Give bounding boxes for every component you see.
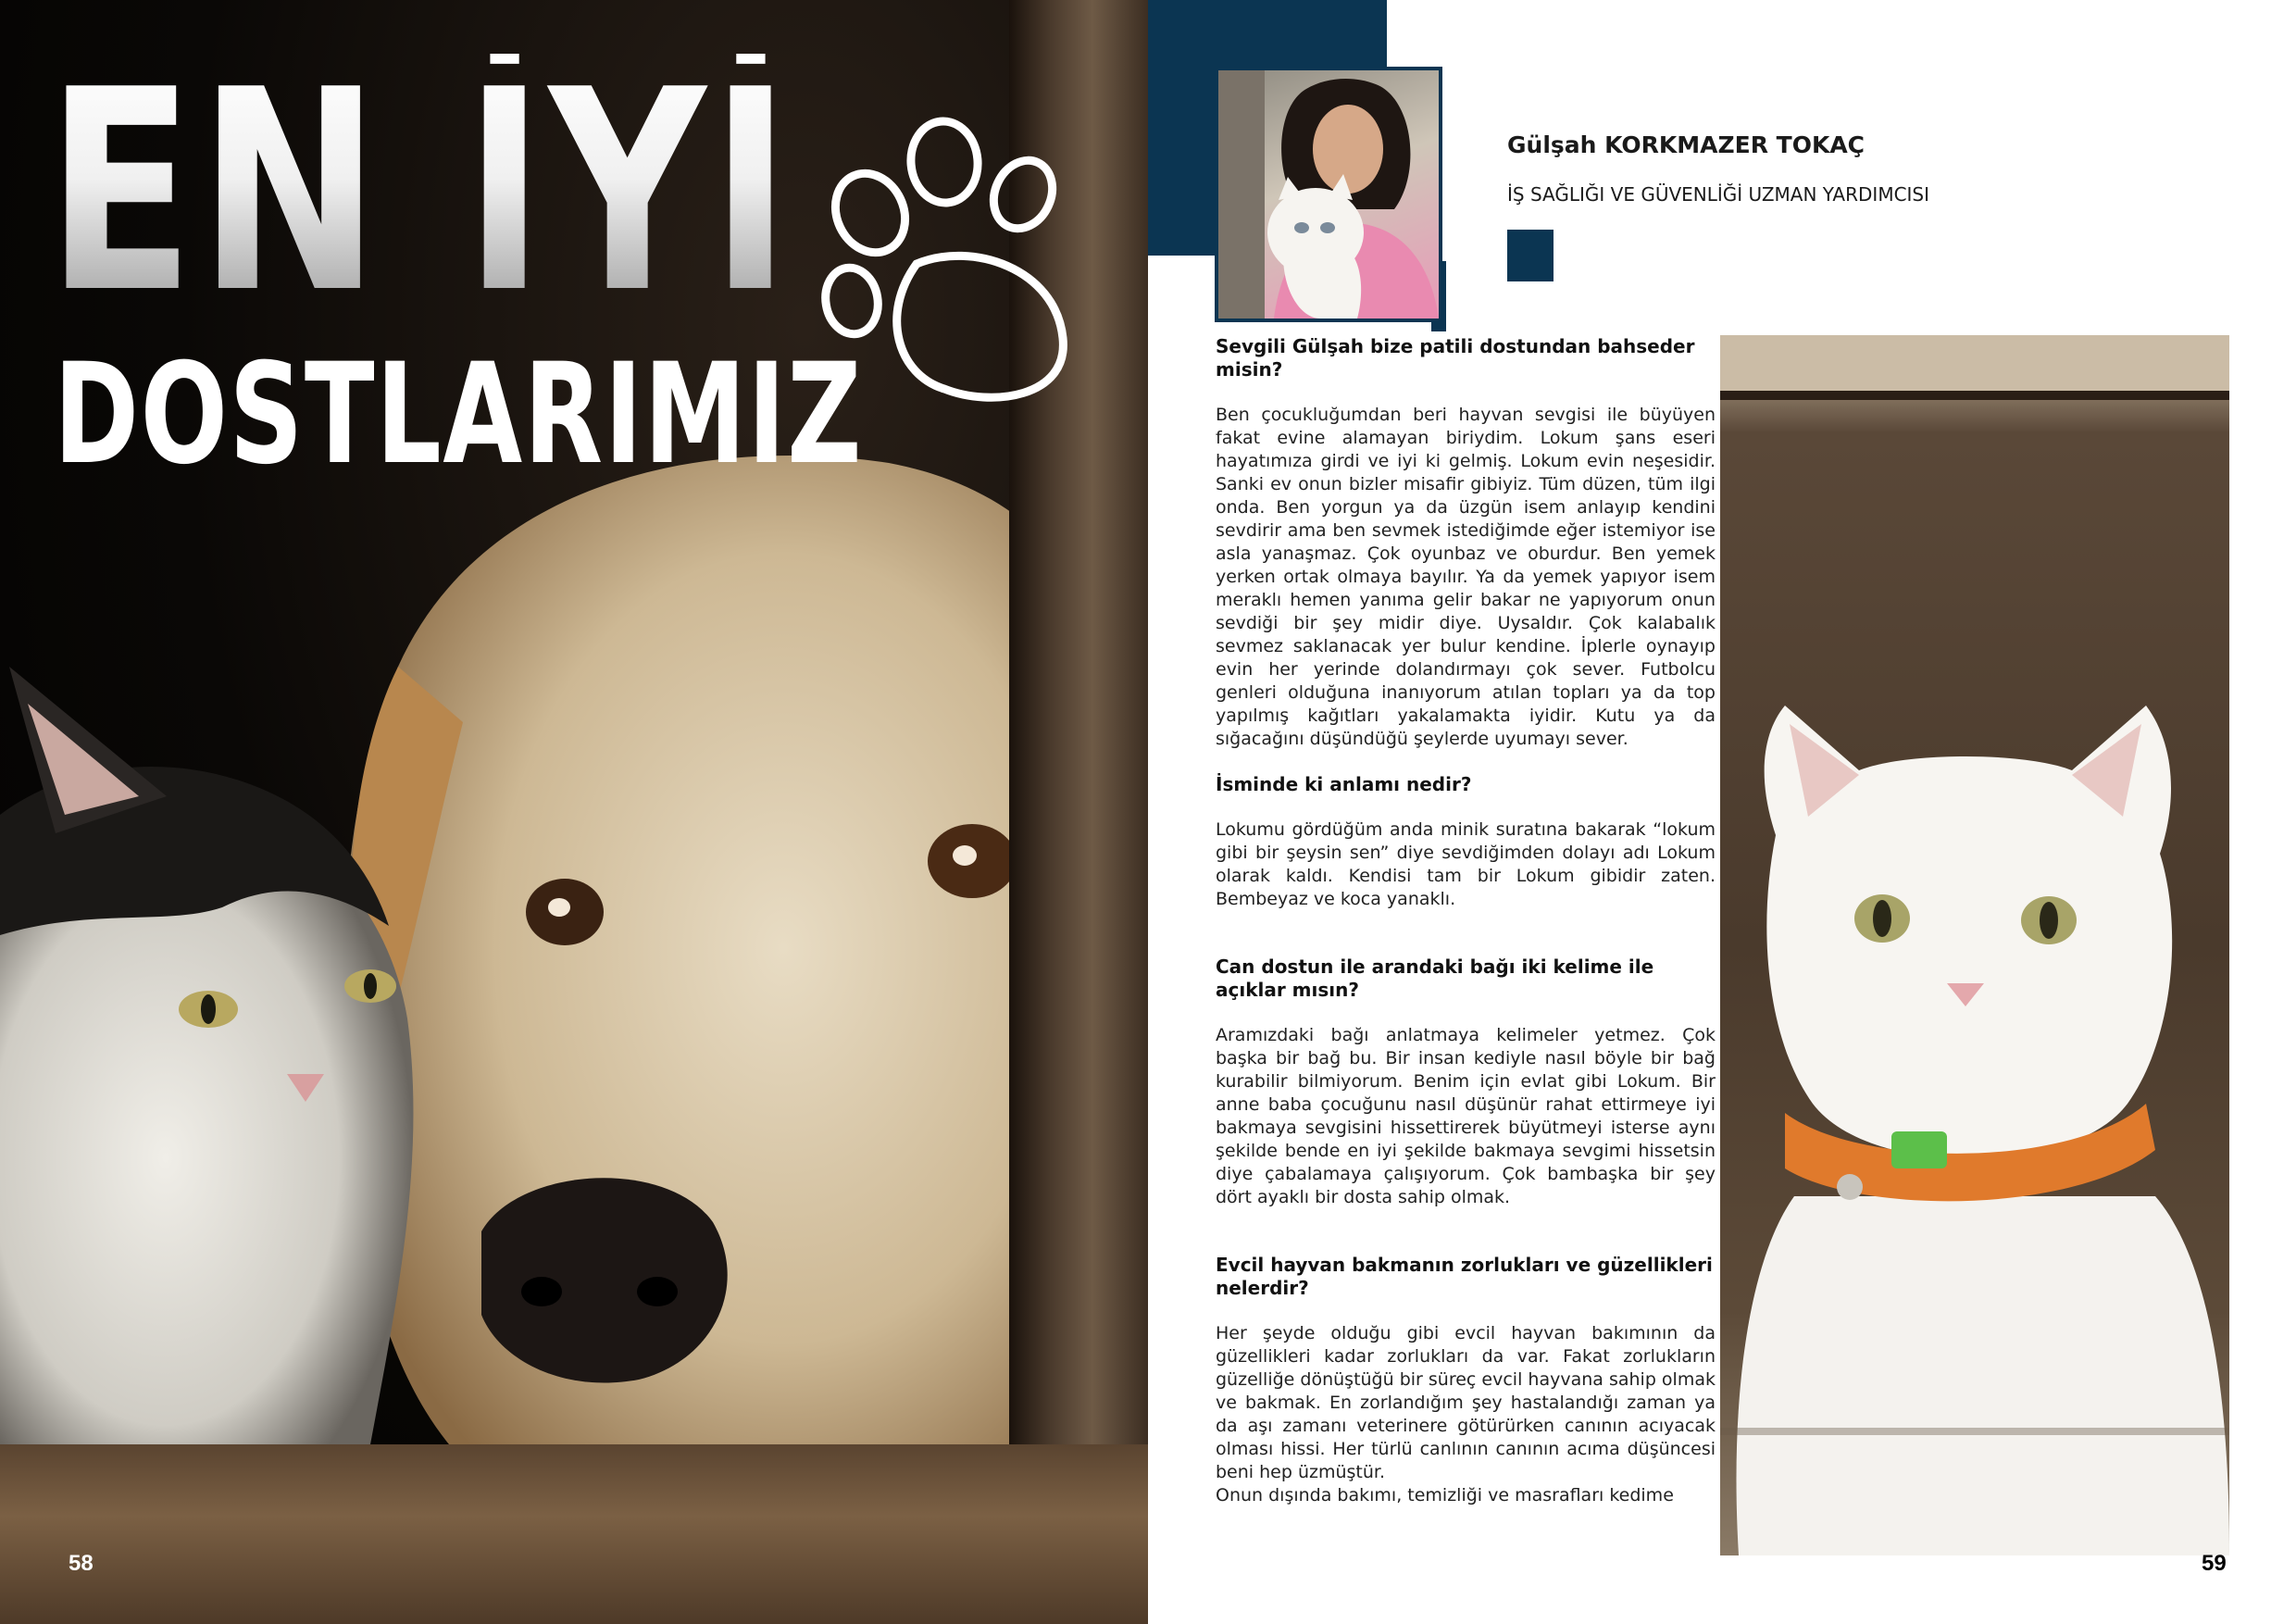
author-name: Gülşah KORKMAZER TOKAÇ xyxy=(1507,131,1866,158)
question-3: Can dostun ile arandaki bağı iki kelime ile açıklar mısın? xyxy=(1216,956,1654,1001)
page-number-left: 58 xyxy=(69,1551,94,1576)
paw-print-icon xyxy=(815,111,1092,407)
wooden-floor xyxy=(0,1444,1148,1624)
title-line-1: EN İYİ xyxy=(46,31,795,354)
page-number-right: 59 xyxy=(2202,1551,2227,1576)
author-portrait xyxy=(1215,67,1442,322)
question-4: Evcil hayvan bakmanın zorlukları ve güzellikleri nelerdir? xyxy=(1216,1254,1713,1299)
white-cat-photo xyxy=(1720,335,2229,1555)
answer-3: Aramızdaki bağı anlatmaya kelimeler yetmez. Çok başka bir bağ bu. Bir insan kediyle nasıl böyle bir bağ kurabilir bilmiyorum. Benim için evlat gibi Lokum. Bir anne baba çocuğunu nasıl düşünür rahat ettirmeye iyi bakmaya sevgisini hissettirerek büyütmeyi isterse aynı şekilde bende en iyi şekilde bakmaya sevgimi hissetsin diye çabalamaya çalışıyorum. Çok bambaşka bir şey dört ayaklı bir dosta sahip olmak. xyxy=(1216,1025,1716,1207)
question-1: Sevgili Gülşah bize patili dostundan bahseder misin? xyxy=(1216,335,1695,381)
answer-1: Ben çocukluğumdan beri hayvan sevgisi ile büyüyen fakat evine alamayan biriydim. Lokum şans eseri hayatımıza girdi ve iyi ki gelmiş. Lokum evin neşesidir. Sanki ev onun bizler misafir gibiyiz. Tüm düzen, tüm ilgi onda. Ben yorgun ya da üzgün isem anlayıp kendini sevdirir ama ben sevmek istediğimde eğer istemiyor ise asla yanaşmaz. Çok oyunbaz ve oburdur. Ben yemek yerken ortak olmaya bayılır. Ya da yemek yapıyor isem meraklı hemen yanıma gelir bakar ne yapıyorum onun sevdiği bir şey midir diye. Uysaldır. Çok kalabalık sevmez saklanacak yer bulur kendine. İplerle oynayıp evin her yerinde dolandırmayı çok sever. Futbolcu genleri olduğuna inanıyorum atılan topları ya da top yapılmış kağıtları yakalamakta iyidir. Kutu ya da sığacağını düşündüğü şeylerde uyumayı sever. xyxy=(1216,405,1716,749)
interview-article xyxy=(1216,335,1716,1507)
accent-square xyxy=(1507,230,1554,281)
answer-4-continuation: Onun dışında bakımı, temizliği ve masrafları kedime xyxy=(1216,1485,1674,1505)
answer-4: Her şeyde olduğu gibi evcil hayvan bakımının da güzellikleri kadar zorlukları da var. Fakat zorlukların güzelliğe dönüştüğü bir süreç evcil hayvana sahip olmak ve bakmak. En zorlandığım şey hastalandığı zaman ya da aşı zamanı veterinere götürürken canının acıyacak olması hissi. Her türlü canlının canının acıma düşüncesi beni hep üzmüştür. xyxy=(1216,1323,1716,1482)
author-role: İŞ SAĞLIĞI VE GÜVENLİĞİ UZMAN YARDIMCISI xyxy=(1507,183,1930,206)
title-line-2: DOSTLARIMIZ xyxy=(54,334,864,495)
answer-2: Lokumu gördüğüm anda minik suratına bakarak “lokum gibi bir şeysin sen” diye sevdiğimden dolayı adı Lokum olarak kaldı. Kendisi tam bir Lokum gibidir zaten. Bembeyaz ve koca yanaklı. xyxy=(1216,819,1716,909)
question-2: İsminde ki anlamı nedir? xyxy=(1216,773,1472,795)
right-page xyxy=(1148,0,2296,1624)
